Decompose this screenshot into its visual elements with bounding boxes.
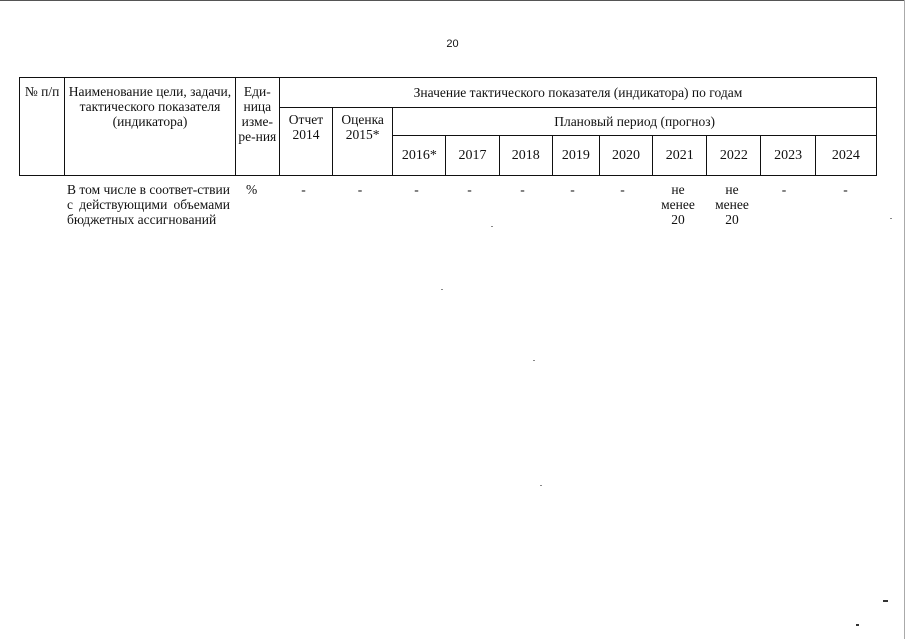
header-year-cell: 2024 <box>815 136 876 176</box>
scan-speck <box>491 226 493 227</box>
header-year-cell: 2017 <box>446 136 499 176</box>
row-value-2023: - <box>781 182 787 197</box>
header-name-col: Наименование цели, задачи, тактического показателя (индикатора) <box>65 78 236 176</box>
page-top-border <box>0 0 905 1</box>
row-indicator-name: В том числе в соответ-ствии с действующими объемами бюджетных ассигнований <box>67 182 230 227</box>
row-value-2020: - <box>620 182 625 197</box>
scan-speck <box>441 289 443 290</box>
header-unit-col: Еди-ница изме-ре-ния <box>235 78 279 176</box>
header-estimate-col: Оценка 2015* <box>333 108 393 176</box>
page-number: 20 <box>446 38 459 50</box>
header-year-cell: 2018 <box>499 136 552 176</box>
row-value-2019: - <box>570 182 575 197</box>
header-year-cell: 2020 <box>599 136 652 176</box>
row-value-2022: не менее 20 <box>715 182 749 227</box>
header-plan-group: Плановый период (прогноз) <box>393 108 877 136</box>
header-year-cell: 2021 <box>653 136 707 176</box>
row-value-2017: - <box>467 182 472 197</box>
header-year-cell: 2022 <box>707 136 761 176</box>
row-value-2021: не менее 20 <box>661 182 695 227</box>
row-value-2016: - <box>414 182 419 197</box>
row-value-2014: - <box>301 182 306 197</box>
header-num-col: № п/п <box>20 78 65 176</box>
header-year-cell: 2016* <box>393 136 446 176</box>
scan-speck <box>883 600 888 602</box>
scan-speck <box>890 218 892 219</box>
scan-speck <box>856 624 859 626</box>
scan-speck <box>540 485 542 486</box>
scan-speck <box>533 360 535 361</box>
header-report-col: Отчет 2014 <box>279 108 332 176</box>
header-values-group: Значение тактического показателя (индикатора) по годам <box>279 78 876 108</box>
row-value-2018: - <box>520 182 525 197</box>
row-unit: % <box>246 182 258 197</box>
header-year-cell: 2023 <box>761 136 815 176</box>
indicator-table-header <box>19 77 877 176</box>
header-year-cell: 2019 <box>552 136 599 176</box>
row-value-2024: - <box>843 182 848 197</box>
row-value-2015: - <box>357 182 363 197</box>
